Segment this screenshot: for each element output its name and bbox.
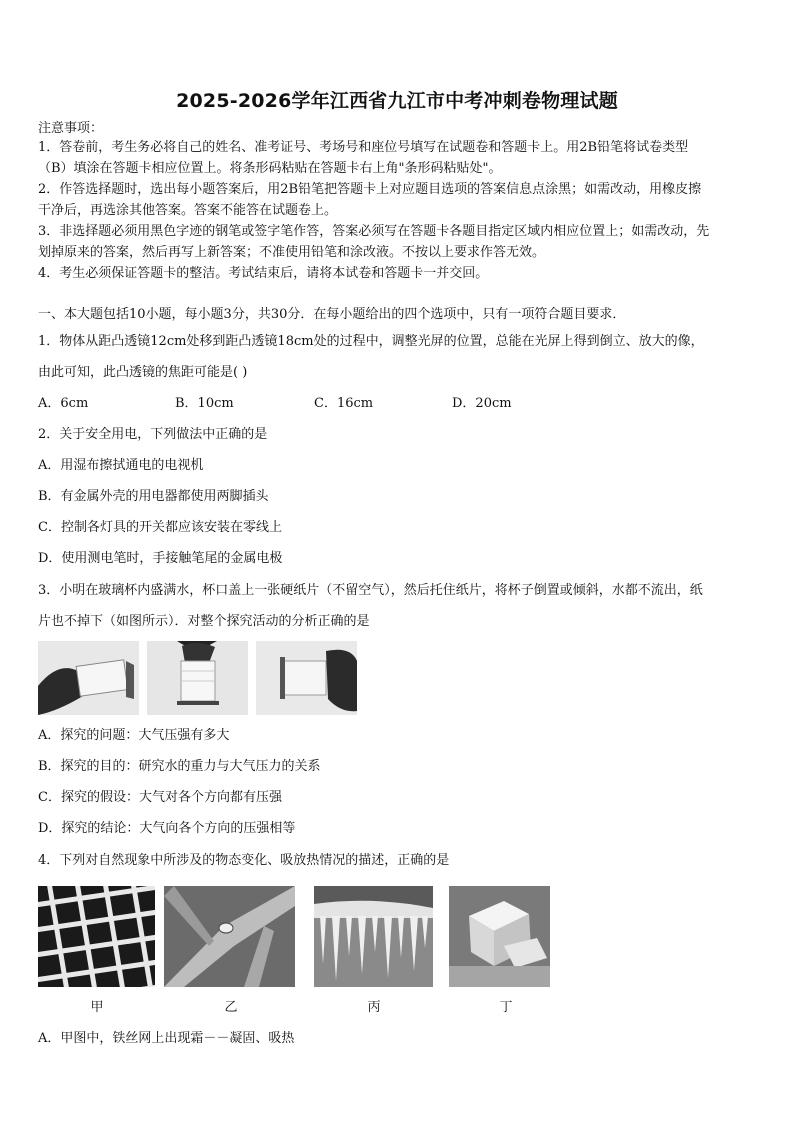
ice-cubes-photo — [449, 886, 550, 987]
q4-option-a: A．甲图中，铁丝网上出现霜－－凝固、吸热 — [38, 1031, 295, 1046]
question-3-stem: 片也不掉下（如图所示）．对整个探究活动的分析正确的是 — [38, 614, 370, 629]
q2-option-c: C．控制各灯具的开关都应该安装在零线上 — [38, 520, 282, 535]
notice-line: 划掉原来的答案，然后再写上新答案；不准使用铅笔和涂改液。不按以上要求作答无效。 — [38, 245, 546, 260]
frost-wire-mesh-photo — [38, 886, 155, 987]
figure-caption-jia: 甲 — [90, 1000, 104, 1015]
section-heading: 一、本大题包括10小题，每小题3分，共30分．在每小题给出的四个选项中，只有一项符合题目要求． — [38, 307, 626, 322]
q1-option-b: B．10cm — [175, 396, 234, 411]
question-1-stem: 1．物体从距凸透镜12cm处移到距凸透镜18cm处的过程中，调整光屏的位置，总能在光屏上得到倒立、放大的像， — [38, 334, 704, 349]
notice-line: 干净后，再选涂其他答案。答案不能答在试题卷上。 — [38, 203, 338, 218]
notice-line: 1．答卷前，考生务必将自己的姓名、准考证号、考场号和座位号填写在试题卷和答题卡上。用2B铅笔将试卷类型 — [38, 140, 689, 155]
notice-line: 2．作答选择题时，选出每小题答案后，用2B铅笔把答题卡上对应题目选项的答案信息点涂黑；如需改动，用橡皮擦 — [38, 182, 702, 197]
q3-option-d: D．探究的结论：大气向各个方向的压强相等 — [38, 821, 296, 836]
q1-option-c: C．16cm — [314, 396, 374, 411]
question-2-stem: 2．关于安全用电，下列做法中正确的是 — [38, 427, 268, 442]
cup-photo-inverted — [147, 641, 248, 715]
q2-option-a: A．用湿布擦拭通电的电视机 — [38, 458, 204, 473]
q2-option-b: B．有金属外壳的用电器都使用两脚插头 — [38, 489, 269, 504]
cup-photo-tilted — [38, 641, 139, 715]
notice-heading: 注意事项： — [38, 121, 104, 136]
question-3-stem: 3．小明在玻璃杯内盛满水，杯口盖上一张硬纸片（不留空气），然后托住纸片，将杯子倒置或倾斜，水都不流出，纸 — [38, 583, 703, 598]
notice-line: 3．非选择题必须用黑色字迹的钢笔或签字笔作答，答案必须写在答题卡各题目指定区域内相应位置上；如需改动，先 — [38, 224, 710, 239]
q3-option-c: C．探究的假设：大气对各个方向都有压强 — [38, 790, 282, 805]
q1-option-d: D．20cm — [452, 396, 512, 411]
q3-option-b: B．探究的目的：研究水的重力与大气压力的关系 — [38, 759, 321, 774]
icicles-photo — [314, 886, 433, 987]
figure-caption-bing: 丙 — [367, 1000, 381, 1015]
question-4-stem: 4．下列对自然现象中所涉及的物态变化、吸放热情况的描述，正确的是 — [38, 853, 450, 868]
page-title: 2025-2026学年江西省九江市中考冲刺卷物理试题 — [176, 90, 618, 112]
q1-option-a: A．6cm — [38, 396, 89, 411]
figure-caption-ding: 丁 — [499, 1000, 513, 1015]
q3-option-a: A．探究的问题：大气压强有多大 — [38, 728, 230, 743]
q2-option-d: D．使用测电笔时，手接触笔尾的金属电极 — [38, 551, 283, 566]
figure-caption-yi: 乙 — [224, 1000, 238, 1015]
question-1-stem: 由此可知，此凸透镜的焦距可能是( ) — [38, 365, 248, 380]
notice-line: 4．考生必须保证答题卡的整洁。考试结束后，请将本试卷和答题卡一并交回。 — [38, 266, 489, 281]
notice-line: （B）填涂在答题卡相应位置上。将条形码粘贴在答题卡右上角"条形码粘贴处"。 — [38, 161, 502, 176]
dew-leaf-photo — [164, 886, 295, 987]
cup-photo-sideways — [256, 641, 357, 715]
